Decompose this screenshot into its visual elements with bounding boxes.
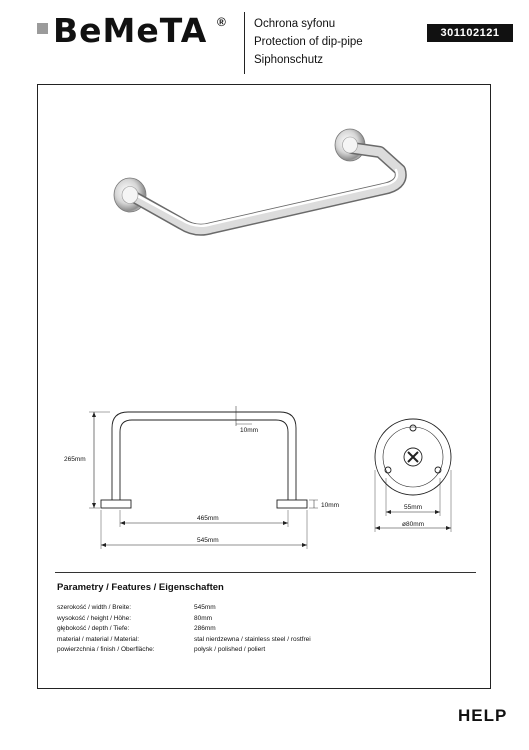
title-english: Protection of dip-pipe <box>254 36 363 48</box>
spec-row <box>57 635 311 646</box>
left-base <box>101 500 131 508</box>
rail-outline-inner <box>120 420 288 500</box>
right-base <box>277 500 307 508</box>
help-series-logo: HELP <box>458 706 508 725</box>
spec-heading: Parametry / Features / Eigenschaften <box>57 582 224 593</box>
title-german: Siphonschutz <box>254 54 324 66</box>
spec-value: 545mm <box>194 604 216 611</box>
front-elevation-drawing <box>89 406 318 549</box>
dim-height-label: 265mm <box>64 456 86 463</box>
dim-outer-width-label: 545mm <box>197 537 219 544</box>
spec-row <box>57 645 311 656</box>
rosette-hole-top <box>410 425 416 431</box>
rail-outline-outer <box>112 412 296 500</box>
spec-value: stal nierdzewna / stainless steel / rostfrei <box>194 635 311 643</box>
brand-logo: BeMeTA <box>53 11 208 50</box>
product-photo <box>114 129 401 230</box>
dim-thickness-label: 10mm <box>240 427 259 434</box>
spec-label: szerokość / width / Breite: <box>57 604 132 611</box>
spec-label: głębokość / depth / Tiefe: <box>57 625 130 632</box>
spec-label: powierzchnia / finish / Oberfläche: <box>57 646 155 653</box>
spec-row <box>57 603 311 614</box>
title-polish: Ochrona syfonu <box>254 18 336 30</box>
spec-label: wysokość / height / Höhe: <box>57 614 132 622</box>
spec-value: 80mm <box>194 614 213 622</box>
spec-table <box>57 603 311 656</box>
spec-value: 286mm <box>194 625 216 632</box>
registered-mark: ® <box>217 15 226 29</box>
dim-base-height-label: 10mm <box>321 502 340 509</box>
rosette-drawing <box>375 419 451 532</box>
dim-rosette-inner-label: 55mm <box>404 504 423 511</box>
dim-rosette-outer-label: ø80mm <box>402 521 425 528</box>
spec-value: połysk / polished / poliert <box>194 646 266 653</box>
spec-label: materiał / material / Material: <box>57 635 139 643</box>
spec-row <box>57 614 311 625</box>
product-code-badge: 301102121 <box>427 24 513 42</box>
spec-divider <box>55 572 476 573</box>
spec-row <box>57 624 311 635</box>
dim-inner-width-label: 465mm <box>197 515 219 522</box>
